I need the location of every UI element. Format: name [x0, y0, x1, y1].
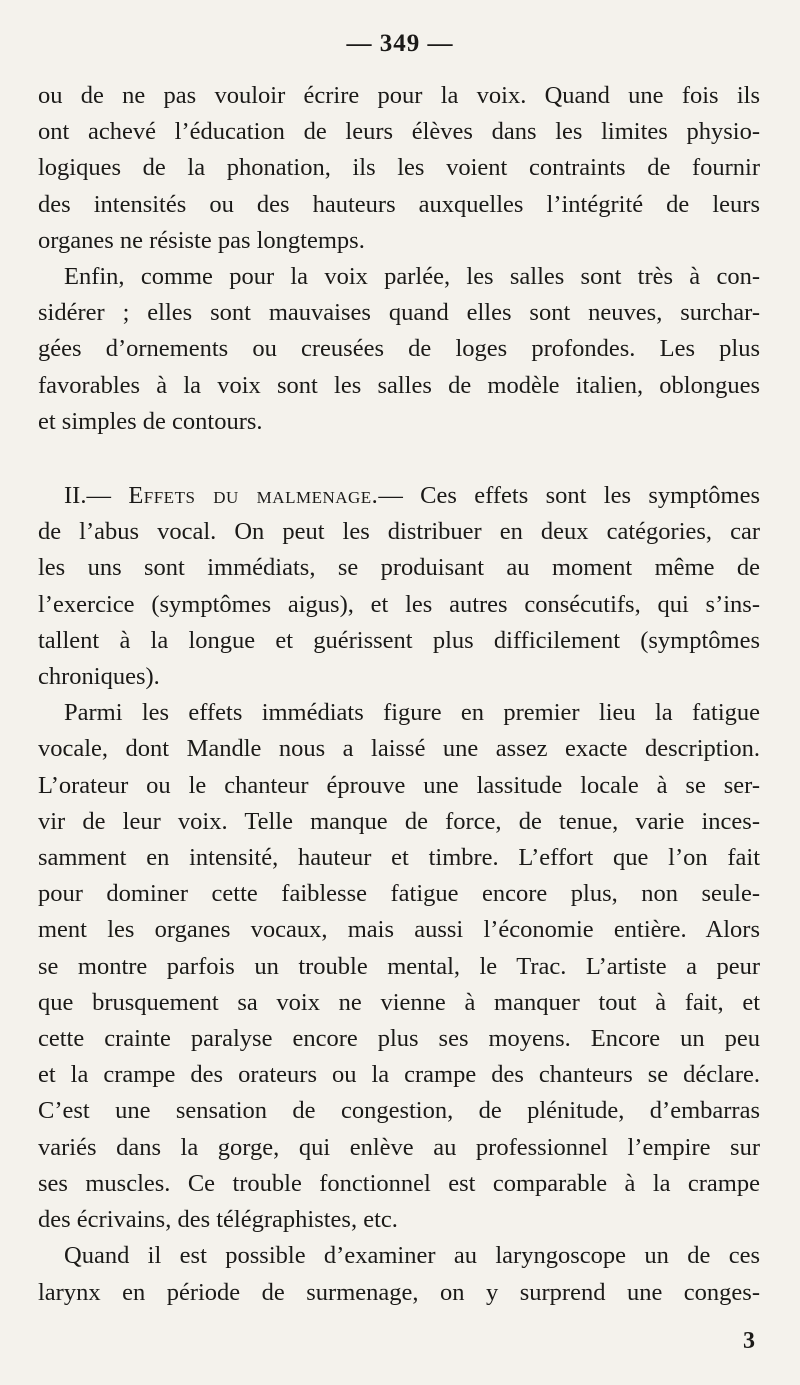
text-fragment: — Ces effets sont les symptômes: [378, 482, 760, 510]
text-line: Quand il est possible d’examiner au laryngoscope un de ces: [64, 1242, 760, 1270]
paragraph-4: [38, 695, 760, 1238]
text-line: ses muscles. Ce trouble fonctionnel est comparable à la crampe: [38, 1169, 760, 1197]
section-number: II.—: [64, 482, 129, 510]
text-line: et simples de contours.: [38, 407, 263, 435]
text-line: C’est une sensation de congestion, de plénitude, d’embarras: [38, 1097, 760, 1125]
page-number: — 349 —: [346, 30, 454, 57]
text-line: se montre parfois un trouble mental, le Trac. L’artiste a peur: [38, 952, 760, 980]
body-text: [38, 78, 760, 1311]
text-line: vocale, dont Mandle nous a laissé une assez exacte description.: [38, 735, 760, 763]
signature-mark: 3: [743, 1328, 755, 1354]
text-line: larynx en période de surmenage, on y surprend une conges-: [38, 1278, 760, 1306]
text-line: gées d’ornements ou creusées de loges profondes. Les plus: [38, 335, 760, 363]
text-line: des écrivains, des télégraphistes, etc.: [38, 1206, 398, 1234]
text-line: vir de leur voix. Telle manque de force, de tenue, varie inces-: [38, 807, 760, 835]
text-line: sidérer ; elles sont mauvaises quand elles sont neuves, surchar-: [38, 299, 760, 327]
section-title: Effets du malmenage.: [128, 482, 379, 510]
text-line: favorables à la voix sont les salles de modèle italien, oblongues: [38, 371, 760, 399]
text-line: et la crampe des orateurs ou la crampe des chanteurs se déclare.: [38, 1061, 760, 1089]
text-line: variés dans la gorge, qui enlève au professionnel l’empire sur: [38, 1133, 760, 1161]
text-line: de l’abus vocal. On peut les distribuer en deux catégories, car: [38, 518, 760, 546]
text-line: logiques de la phonation, ils les voient contraints de fournir: [38, 154, 760, 182]
text-line: l’exercice (symptômes aigus), et les autres consécutifs, qui s’ins-: [38, 590, 760, 618]
section-2-paragraph: [38, 478, 760, 695]
text-line: ment les organes vocaux, mais aussi l’économie entière. Alors: [38, 916, 760, 944]
paragraph-1: [38, 78, 760, 259]
text-line: Enfin, comme pour la voix parlée, les salles sont très à con-: [64, 263, 760, 291]
text-line: organes ne résiste pas longtemps.: [38, 226, 365, 254]
text-line: ou de ne pas vouloir écrire pour la voix. Quand une fois ils: [38, 82, 760, 109]
text-line: que brusquement sa voix ne vienne à manquer tout à fait, et: [38, 988, 760, 1016]
text-line: pour dominer cette faiblesse fatigue encore plus, non seule-: [38, 880, 760, 908]
paragraph-2: [38, 259, 760, 440]
section-heading-line: [38, 478, 760, 514]
text-line: les uns sont immédiats, se produisant au moment même de: [38, 554, 760, 582]
text-line: ont achevé l’éducation de leurs élèves dans les limites physio-: [38, 118, 760, 146]
text-line: des intensités ou des hauteurs auxquelles l’intégrité de leurs: [38, 190, 760, 218]
text-line: samment en intensité, hauteur et timbre. L’effort que l’on fait: [38, 844, 760, 872]
text-line: chroniques).: [38, 663, 160, 691]
text-line: Parmi les effets immédiats figure en premier lieu la fatigue: [64, 699, 760, 727]
text-line: cette crainte paralyse encore plus ses moyens. Encore un peu: [38, 1025, 760, 1053]
text-line: L’orateur ou le chanteur éprouve une lassitude locale à se ser-: [38, 771, 760, 799]
paragraph-5: [38, 1238, 760, 1310]
text-line: tallent à la longue et guérissent plus difficilement (symptômes: [38, 626, 760, 654]
